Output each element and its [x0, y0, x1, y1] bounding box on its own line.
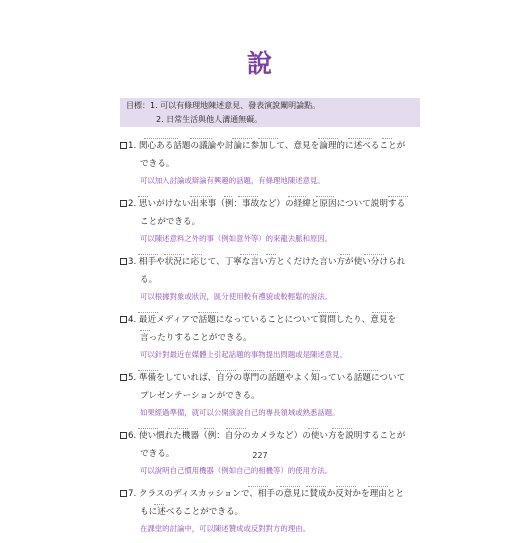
checklist-item-4	[120, 311, 420, 362]
item-2-chinese-translation: 可以陳述意料之外的事（例如意外等）的來龍去脈和原因。	[140, 234, 333, 243]
furigana-mark	[240, 254, 258, 256]
checkbox-icon[interactable]	[120, 316, 127, 323]
item-1-japanese-text: 1. 関心ある話題の議論や討論に参加して、意見を論理的に述べることが	[128, 141, 406, 151]
checkbox-icon[interactable]	[120, 142, 127, 149]
item-1-line-2: できる。	[140, 159, 175, 169]
furigana-mark	[138, 196, 148, 198]
furigana-mark	[226, 428, 246, 430]
furigana-mark	[306, 486, 326, 488]
furigana-mark	[364, 254, 384, 256]
furigana-mark	[372, 312, 392, 314]
item-6-chinese-translation: 可以說明自己慣用機器（例如自己的相機等）的使用方法。	[140, 466, 333, 475]
item-5-chinese-translation: 如果經過準備，就可以公開演說自己的專長領域或熟悉話題。	[140, 408, 340, 417]
checklist-item-2	[120, 195, 420, 246]
checklist-item-5	[120, 369, 420, 420]
item-5-line-2: プレゼンテーションができる。	[140, 391, 260, 401]
item-4-line-2	[120, 329, 420, 347]
furigana-mark	[138, 254, 158, 256]
furigana-mark	[388, 196, 408, 198]
item-1-line-1	[120, 137, 420, 155]
furigana-mark	[216, 370, 236, 372]
furigana-mark	[232, 138, 252, 140]
furigana-mark	[358, 370, 378, 372]
furigana-mark	[368, 486, 388, 488]
item-7-japanese-continuation: もに述べることができる。	[140, 507, 244, 517]
item-3-line-1	[120, 253, 420, 271]
item-4-line-1	[120, 311, 420, 329]
furigana-mark	[144, 138, 178, 140]
furigana-mark	[244, 370, 264, 372]
item-3-line-2: る。	[140, 275, 158, 285]
furigana-mark	[238, 196, 258, 198]
item-2-line-2: ことができる。	[140, 217, 201, 227]
furigana-mark	[168, 428, 188, 430]
furigana-mark	[382, 138, 392, 140]
furigana-mark	[204, 428, 214, 430]
furigana-mark	[190, 138, 212, 140]
furigana-mark	[288, 196, 306, 198]
furigana-mark	[190, 196, 212, 198]
goals-box	[120, 98, 420, 127]
furigana-mark	[270, 370, 290, 372]
checklist	[120, 137, 420, 543]
checklist-item-1	[120, 137, 420, 188]
checkbox-icon[interactable]	[120, 258, 127, 265]
checkbox-icon[interactable]	[120, 374, 127, 381]
page-number: 227	[252, 451, 268, 460]
item-2-line-1	[120, 195, 420, 213]
checklist-item-3	[120, 253, 420, 304]
furigana-mark	[266, 254, 276, 256]
furigana-mark	[340, 254, 350, 256]
item-5-line-1	[120, 369, 420, 387]
item-7-line-2	[120, 503, 420, 521]
item-3-chinese-translation: 可以根據對象或狀況，區分使用較有禮貌或較輕鬆的說法。	[140, 292, 333, 301]
furigana-mark	[318, 138, 338, 140]
checkbox-icon[interactable]	[120, 200, 127, 207]
checkbox-icon[interactable]	[120, 490, 127, 497]
item-1-chinese-translation: 可以加入討論或辯論有興趣的話題，有條理地陳述意見。	[140, 176, 325, 185]
item-6-line-2: できる。	[140, 449, 175, 459]
item-5-japanese-text: 5. 準備をしていれば、自分の専門の話題やよく知っている話題について	[128, 373, 406, 383]
furigana-mark	[138, 370, 158, 372]
goal-line-2: 2. 日常生活與他人溝通無礙。	[156, 115, 263, 124]
page-title: 說	[246, 49, 273, 78]
furigana-mark	[316, 196, 334, 198]
item-2-japanese-text: 2. 思いがけない出来事（例：事故など）の経緯と原因について説明する	[128, 199, 406, 209]
furigana-mark	[336, 486, 356, 488]
furigana-mark	[138, 428, 158, 430]
furigana-mark	[318, 312, 338, 314]
furigana-mark	[140, 330, 150, 332]
furigana-mark	[308, 428, 318, 430]
furigana-mark	[164, 254, 184, 256]
checkbox-icon[interactable]	[120, 432, 127, 439]
furigana-mark	[248, 486, 268, 488]
item-7-chinese-translation: 在課堂的討論中，可以陳述贊成或反對對方的理由。	[140, 524, 310, 533]
item-3-japanese-text: 3. 相手や状況に応じて、丁寧な言い方とくだけた言い方が使い分けられ	[128, 257, 406, 267]
item-7-japanese-text: 7. クラスのディスカッションで、相手の意見に賛成か反対かを理由とと	[128, 489, 404, 499]
furigana-mark	[224, 196, 232, 198]
item-7-line-1	[120, 485, 420, 503]
furigana-mark	[154, 504, 164, 506]
furigana-mark	[192, 254, 202, 256]
furigana-mark	[332, 428, 352, 430]
furigana-mark	[280, 486, 300, 488]
checklist-item-7	[120, 485, 420, 536]
item-4-japanese-continuation: 言ったりすることができる。	[140, 333, 252, 343]
goal-line-1: 目標：1. 可以有條理地陳述意見、發表演說闡明論點。	[126, 101, 321, 110]
furigana-mark	[258, 138, 278, 140]
furigana-mark	[348, 138, 372, 140]
item-6-line-1	[120, 427, 420, 445]
item-6-japanese-text: 6. 使い慣れた機器（例：自分のカメラなど）の使い方を説明することが	[128, 431, 406, 441]
furigana-mark	[138, 312, 158, 314]
furigana-mark	[312, 370, 320, 372]
item-4-japanese-text: 4. 最近メディアで話題になっていることについて質問したり、意見を	[128, 315, 397, 325]
item-4-chinese-translation: 可以針對最近在媒體上引起話題的事物提出問題或是陳述意見。	[140, 350, 347, 359]
furigana-mark	[198, 312, 218, 314]
